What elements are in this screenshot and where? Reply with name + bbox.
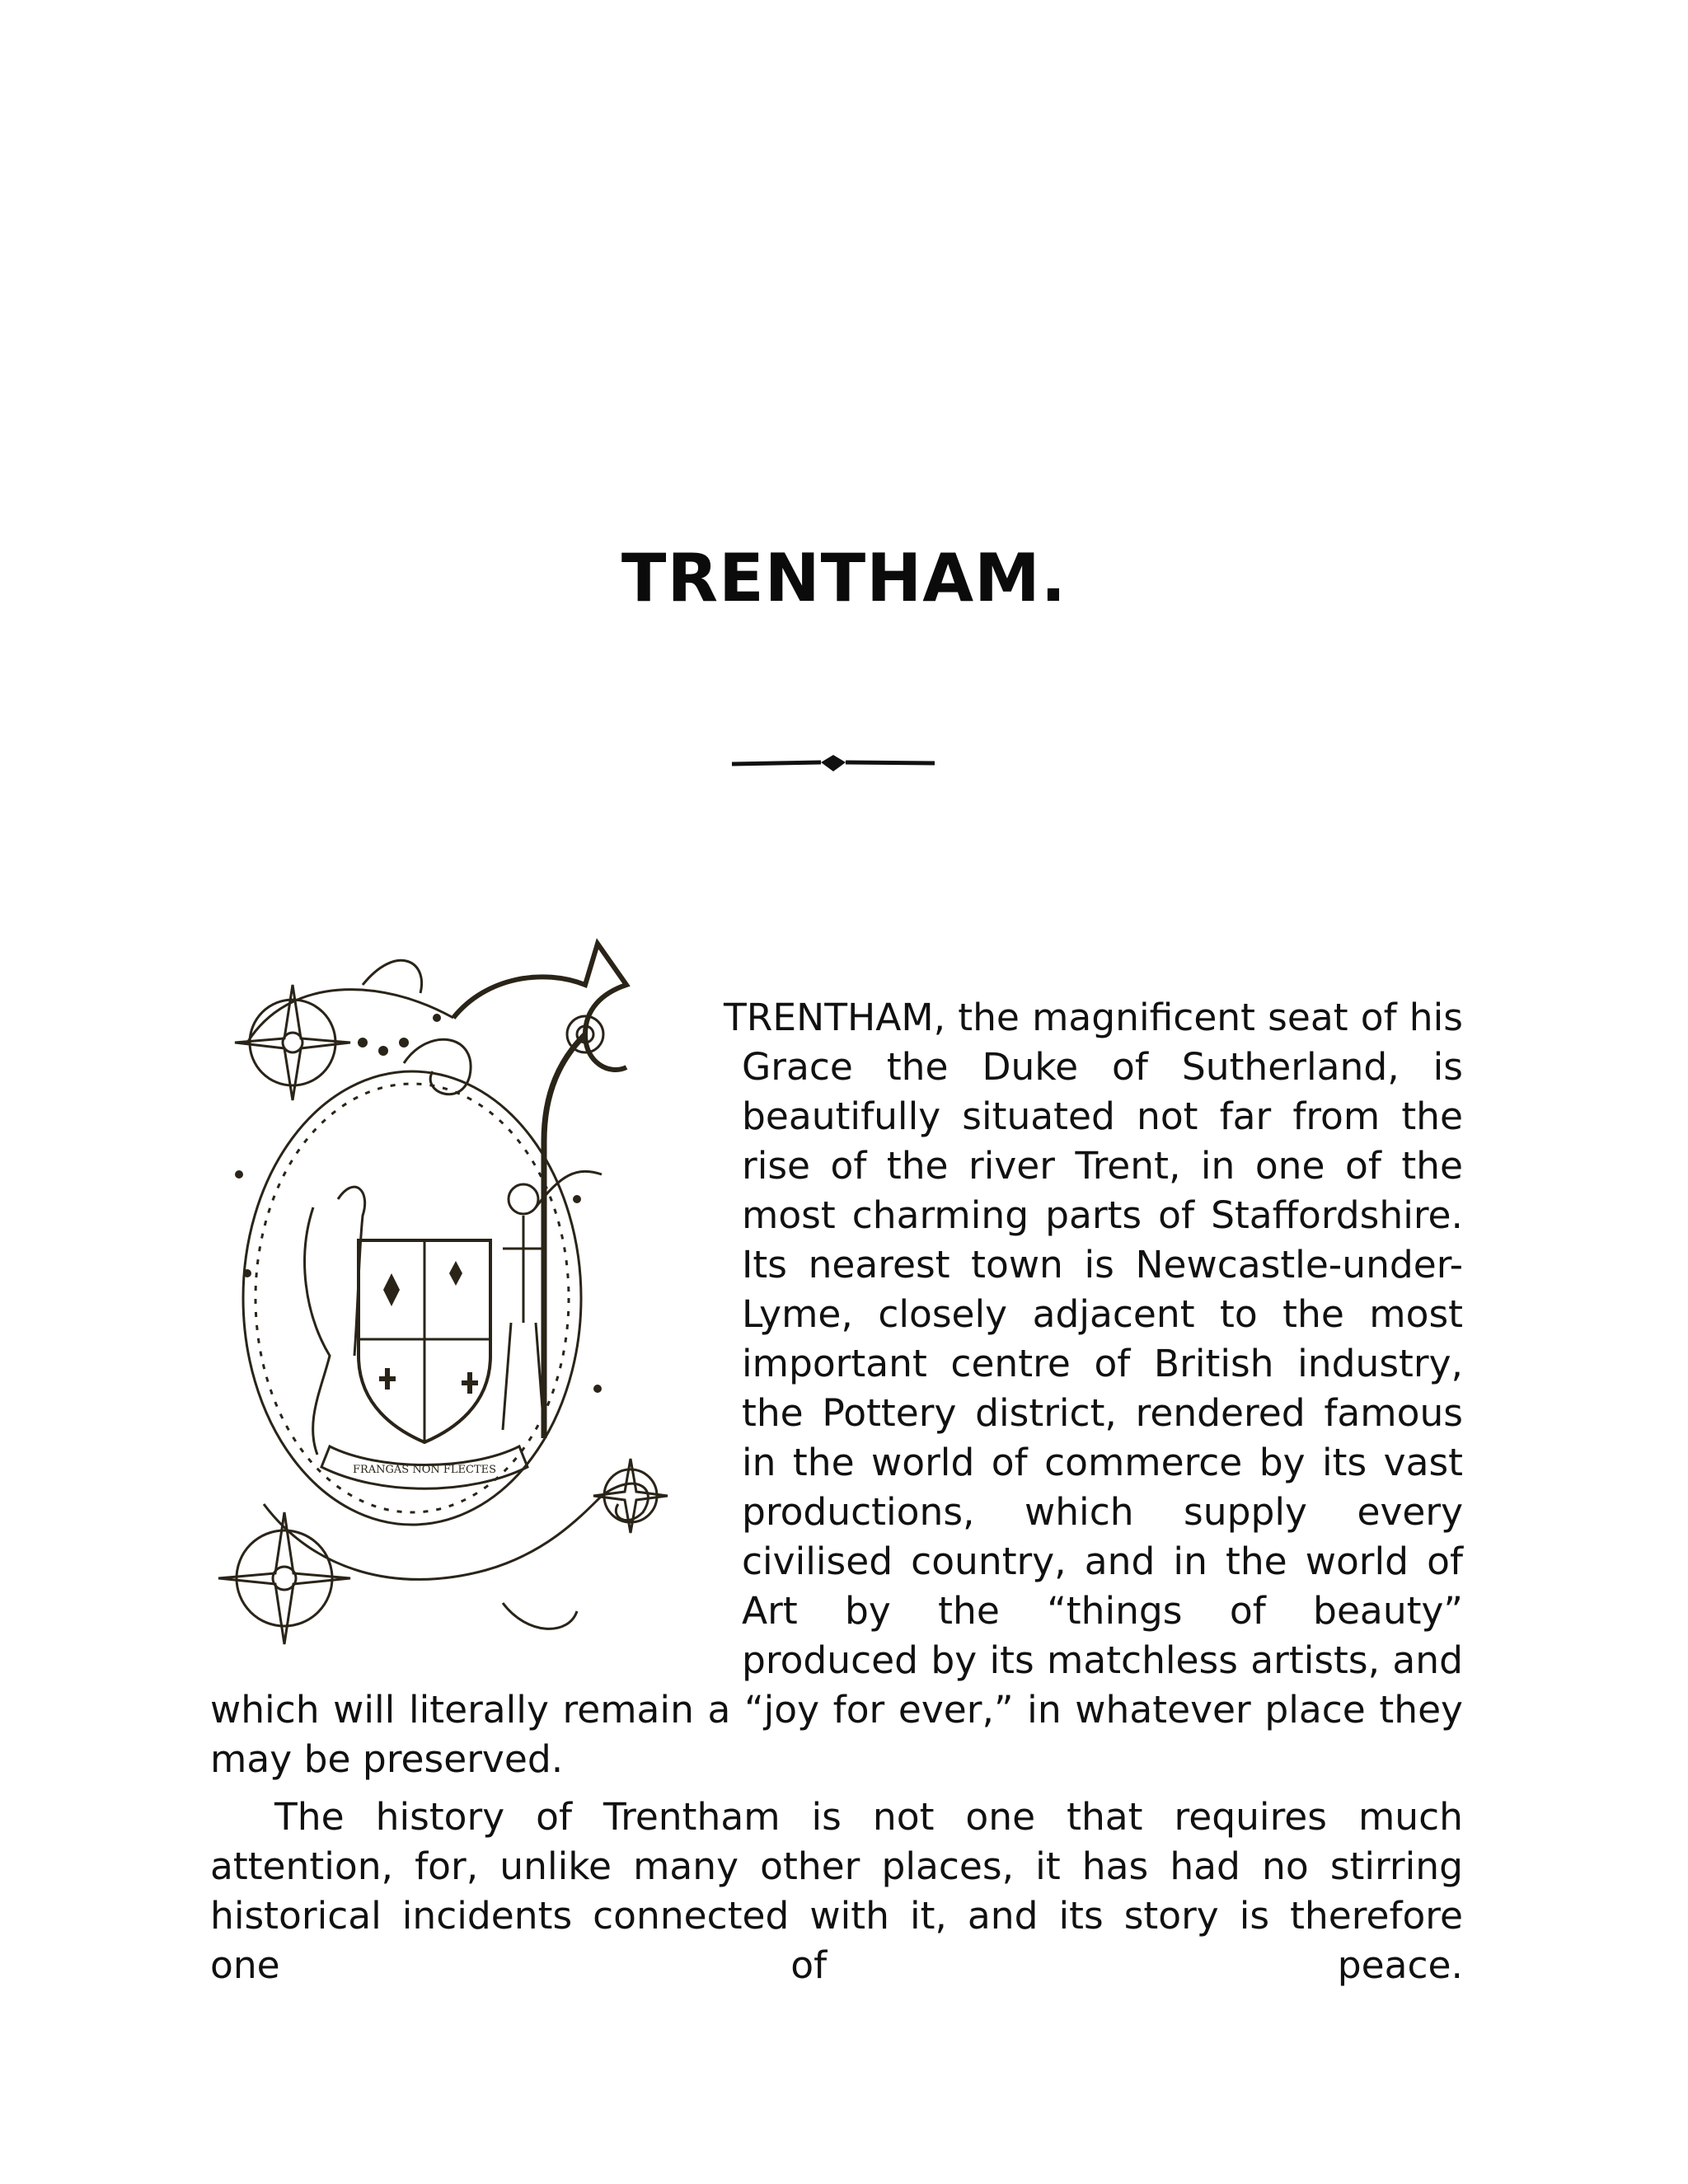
motto-text: FRANGAS NON FLECTES	[352, 1464, 497, 1476]
page-title: TRENTHAM.	[621, 540, 1067, 616]
initial-space	[210, 993, 742, 1685]
divider-ornament-icon	[729, 752, 938, 776]
second-paragraph: The history of Trentham is not one that requires much attention, for, unlike many other places, it has had no stirring historical incidents connected with it, and its story is therefore one of peace.	[210, 1795, 1463, 1987]
lead-letter: T	[724, 996, 747, 1039]
opening-paragraph-text: RENTHAM, the magnificent seat of his Grace the Duke of Sutherland, is beautifully situated not far from the rise of the river Trent, in one of the most charming parts of Staffordshire. Its nearest town is Newcastle-under-Lyme, closely adjacent to the most important centre of British industry, the Pottery district, rendered famous in the world of commerce by its vast productions, which supply every civilised country, and in the world of Art by the “things of beauty” produced by its matchless artists, and which will literally remain a “joy for ever,” in whatever place they may be preserved.	[210, 996, 1463, 1781]
opening-paragraph	[210, 993, 1463, 1784]
